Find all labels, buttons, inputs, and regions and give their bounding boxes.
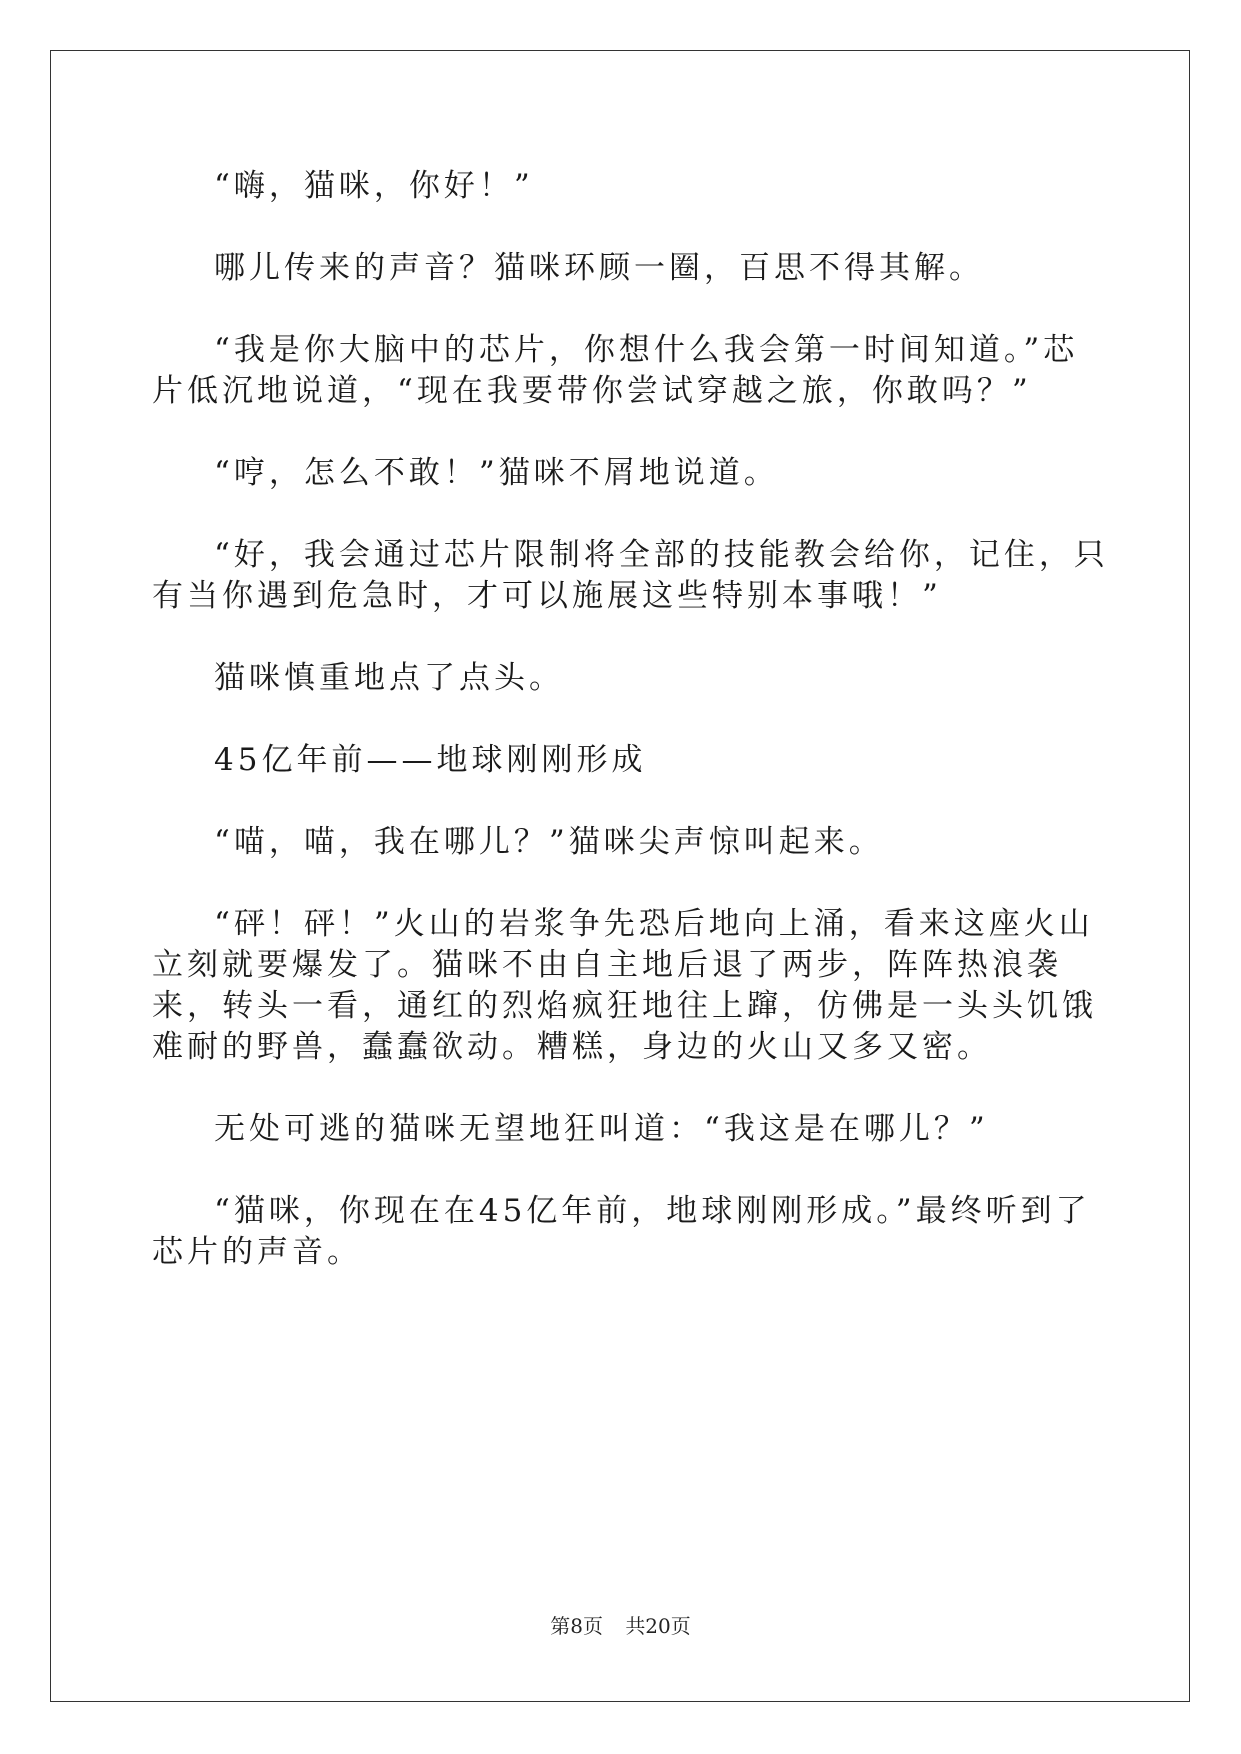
paragraph: “嗨，猫咪，你好！” (214, 168, 534, 204)
paragraph: 无处可逃的猫咪无望地狂叫道：“我这是在哪儿？” (214, 1111, 989, 1147)
paragraph: 哪儿传来的声音？猫咪环顾一圈，百思不得其解。 (214, 250, 984, 286)
paragraph: “哼，怎么不敢！”猫咪不屑地说道。 (214, 455, 779, 491)
total-pages: 共20页 (625, 1614, 691, 1638)
paragraph: “好，我会通过芯片限制将全部的技能教会给你，记住，只有当你遇到危急时，才可以施展这些特别本事哦！” (152, 537, 1109, 614)
paragraph: “砰！砰！”火山的岩浆争先恐后地向上涌，看来这座火山立刻就要爆发了。猫咪不由自主地后退了两步，阵阵热浪袭来，转头一看，通红的烈焰疯狂地往上蹿，仿佛是一头头饥饿难耐的野兽，蠢蠢欲动。糟糕，身边的火山又多又密。 (152, 906, 1097, 1065)
page-number: 第8页 (550, 1614, 603, 1638)
paragraph: “猫咪，你现在在45亿年前，地球刚刚形成。”最终听到了芯片的声音。 (152, 1193, 1091, 1270)
section-heading: 45亿年前——地球刚刚形成 (214, 742, 647, 778)
document-body (152, 166, 1112, 1314)
paragraph: 猫咪慎重地点了点头。 (214, 660, 564, 696)
paragraph: “喵，喵，我在哪儿？”猫咪尖声惊叫起来。 (214, 824, 884, 860)
paragraph: “我是你大脑中的芯片，你想什么我会第一时间知道。”芯片低沉地说道，“现在我要带你尝试穿越之旅，你敢吗？” (152, 332, 1079, 409)
page-footer (0, 1610, 1241, 1639)
